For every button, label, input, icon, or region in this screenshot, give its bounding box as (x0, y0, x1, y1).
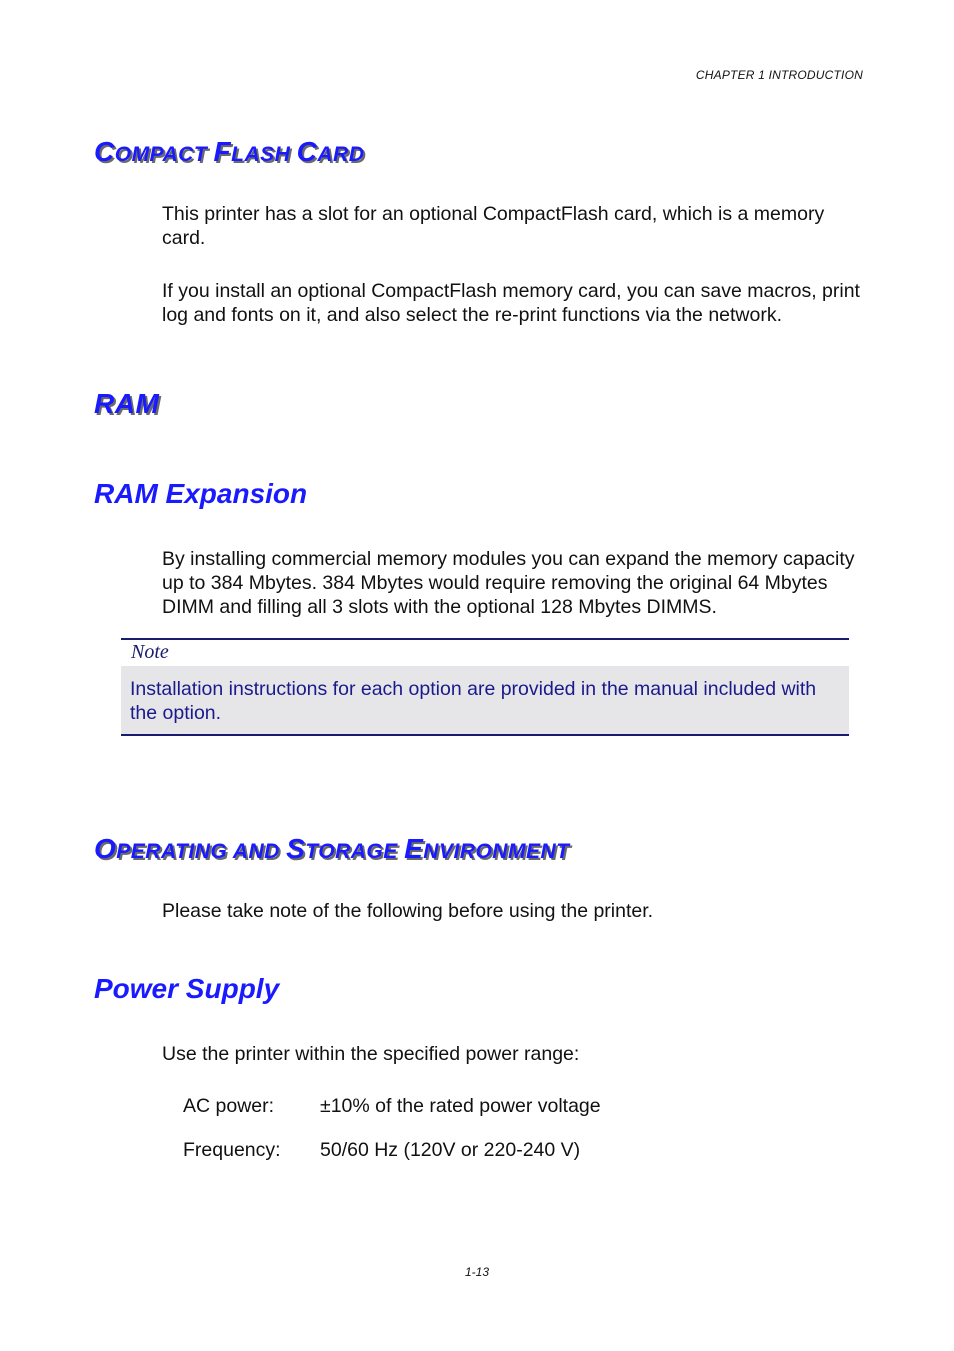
compact-flash-heading: COMPACT FLASH CARD (94, 136, 365, 167)
environment-paragraph: Please take note of the following before using the printer. (162, 900, 654, 922)
note-top-rule (121, 638, 849, 640)
ac-power-label: AC power: (183, 1095, 275, 1117)
power-supply-paragraph: Use the printer within the specified power range: (162, 1043, 580, 1065)
ac-power-value: ±10% of the rated power voltage (320, 1095, 601, 1117)
page-number: 1-13 (464, 1265, 490, 1279)
compact-flash-paragraph-2: If you install an optional CompactFlash memory card, you can save macros, print log and fonts on it, and also select the re-print functions via the network. (162, 280, 860, 326)
note-label: Note (131, 641, 169, 663)
frequency-label: Frequency: (183, 1139, 281, 1161)
ram-expansion-subheading: RAM Expansion (94, 478, 308, 509)
ram-expansion-paragraph: By installing commercial memory modules you can expand the memory capacity up to 384 Mbytes. 384 Mbytes would require removing the original 64 Mbytes DIMM and filling all 3 slots with the optional 128 Mbytes DIMMS. (162, 548, 855, 618)
note-bottom-rule (121, 734, 849, 736)
power-supply-subheading: Power Supply (94, 973, 280, 1004)
note-text: Installation instructions for each option are provided in the manual included with the option. (130, 678, 817, 724)
chapter-header: CHAPTER 1 INTRODUCTION (695, 68, 863, 82)
compact-flash-paragraph-1: This printer has a slot for an optional CompactFlash card, which is a memory card. (162, 203, 825, 249)
frequency-value: 50/60 Hz (120V or 220-240 V) (320, 1139, 581, 1161)
environment-heading: OPERATING AND STORAGE ENVIRONMENT (94, 833, 570, 864)
ram-heading: RAM (94, 388, 160, 419)
